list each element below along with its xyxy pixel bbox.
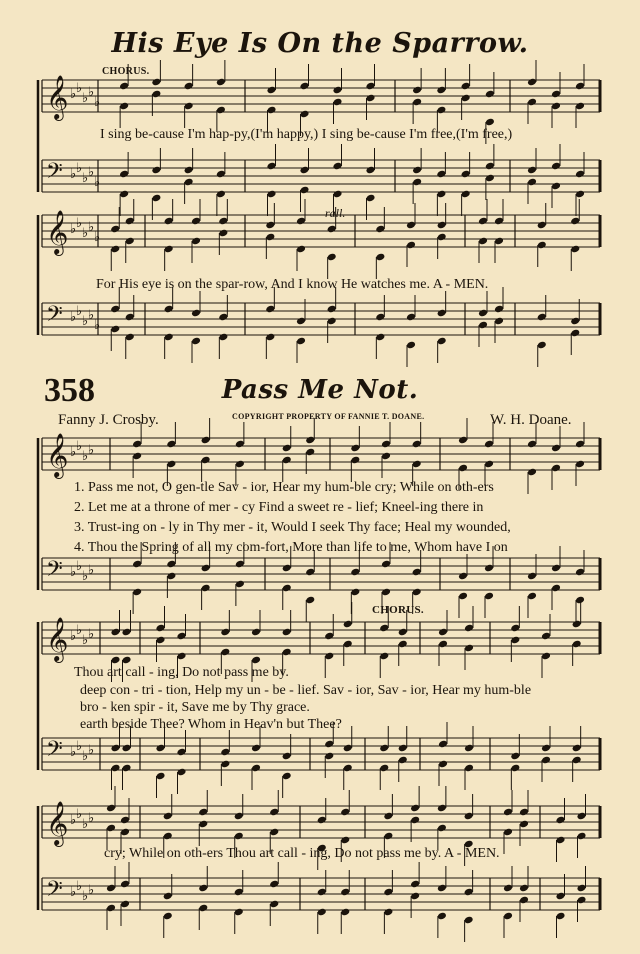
flat-sign-icon: ♭: [94, 175, 101, 190]
bass-clef-icon: 𝄢: [46, 877, 63, 907]
flat-sign-icon: ♭: [70, 87, 77, 102]
bass-clef-icon: 𝄢: [46, 302, 63, 332]
flat-sign-icon: ♭: [88, 743, 95, 758]
treble-clef-icon: 𝄞: [46, 801, 69, 845]
flat-sign-icon: ♭: [94, 95, 101, 110]
bass-clef-icon: 𝄢: [46, 737, 63, 767]
treble-clef-icon: 𝄞: [46, 210, 69, 254]
flat-sign-icon: ♭: [88, 308, 95, 323]
flat-sign-icon: ♭: [70, 310, 77, 325]
flat-sign-icon: ♭: [82, 226, 89, 241]
flat-sign-icon: ♭: [76, 81, 83, 96]
flat-sign-icon: ♭: [88, 883, 95, 898]
hymn-number: 358: [44, 372, 95, 409]
flat-sign-icon: ♭: [88, 811, 95, 826]
treble-clef-icon: 𝄞: [46, 75, 69, 119]
flat-sign-icon: ♭: [82, 749, 89, 764]
author-credit: Fanny J. Crosby.: [58, 412, 159, 428]
verse-line-2: 2. Let me at a throne of mer - cy Find a sweet re - lief; Kneel-ing there in: [74, 500, 484, 515]
copyright-notice: COPYRIGHT PROPERTY OF FANNIE T. DOANE.: [232, 412, 425, 421]
flat-sign-icon: ♭: [76, 161, 83, 176]
verse-line-4: 4. Thou the Spring of all my com-fort, More than life to me, Whom have I on: [74, 540, 508, 555]
chorus-line-1: Thou art call - ing, Do not pass me by.: [74, 665, 289, 680]
flat-sign-icon: ♭: [88, 165, 95, 180]
flat-sign-icon: ♭: [82, 91, 89, 106]
flat-sign-icon: ♭: [70, 167, 77, 182]
flat-sign-icon: ♭: [82, 889, 89, 904]
verse-line-1: 1. Pass me not, O gen-tle Sav - ior, Hear my hum-ble cry; While on oth-ers: [74, 480, 494, 495]
verse-line-3: 3. Trust-ing on - ly in Thy mer - it, Would I seek Thy face; Heal my wounded,: [74, 520, 511, 535]
bass-clef-icon: 𝄢: [46, 557, 63, 587]
flat-sign-icon: ♭: [76, 304, 83, 319]
flat-sign-icon: ♭: [82, 569, 89, 584]
flat-sign-icon: ♭: [88, 220, 95, 235]
flat-sign-icon: ♭: [82, 817, 89, 832]
treble-clef-icon: 𝄞: [46, 617, 69, 661]
flat-sign-icon: ♭: [82, 633, 89, 648]
chorus-line-3: bro - ken spir - it, Save me by Thy grace.: [80, 700, 310, 715]
flat-sign-icon: ♭: [76, 739, 83, 754]
treble-clef-icon: 𝄞: [46, 433, 69, 477]
flat-sign-icon: ♭: [82, 449, 89, 464]
flat-sign-icon: ♭: [82, 171, 89, 186]
final-lyric-line: cry; While on oth-ers Thou art call - ing, Do not pass me by. A - MEN.: [104, 846, 500, 861]
composer-credit: W. H. Doane.: [490, 412, 572, 428]
chorus-line-4: earth beside Thee? Whom in Heav'n but Thee?: [80, 717, 342, 732]
flat-sign-icon: ♭: [70, 885, 77, 900]
flat-sign-icon: ♭: [70, 445, 77, 460]
lyric-line-sparrow-2: For His eye is on the spar-row, And I know He watches me. A - MEN.: [96, 277, 489, 292]
flat-sign-icon: ♭: [70, 745, 77, 760]
chorus-label-pass-me-not: CHORUS.: [372, 604, 424, 616]
flat-sign-icon: ♭: [70, 565, 77, 580]
hymn-title-sparrow: His Eye Is On the Sparrow.: [111, 28, 529, 59]
bass-clef-icon: 𝄢: [46, 159, 63, 189]
flat-sign-icon: ♭: [76, 216, 83, 231]
flat-sign-icon: ♭: [76, 623, 83, 638]
flat-sign-icon: ♭: [76, 807, 83, 822]
flat-sign-icon: ♭: [88, 443, 95, 458]
rall-marking: rall.: [325, 206, 346, 220]
flat-sign-icon: ♭: [88, 563, 95, 578]
flat-sign-icon: ♭: [88, 85, 95, 100]
flat-sign-icon: ♭: [70, 629, 77, 644]
chorus-line-2: deep con - tri - tion, Help my un - be - lief. Sav - ior, Sav - ior, Hear my hum-ble: [80, 683, 532, 698]
flat-sign-icon: ♭: [94, 318, 101, 333]
flat-sign-icon: ♭: [76, 439, 83, 454]
hymn-title-pass-me-not: Pass Me Not.: [221, 375, 419, 405]
flat-sign-icon: ♭: [94, 230, 101, 245]
flat-sign-icon: ♭: [76, 879, 83, 894]
flat-sign-icon: ♭: [76, 559, 83, 574]
flat-sign-icon: ♭: [70, 222, 77, 237]
flat-sign-icon: ♭: [88, 627, 95, 642]
chorus-label-sparrow: CHORUS.: [102, 66, 150, 77]
flat-sign-icon: ♭: [82, 314, 89, 329]
lyric-line-sparrow-1: I sing be-cause I'm hap-py,(I'm happy,) I sing be-cause I'm free,(I'm free,): [100, 127, 513, 142]
flat-sign-icon: ♭: [70, 813, 77, 828]
